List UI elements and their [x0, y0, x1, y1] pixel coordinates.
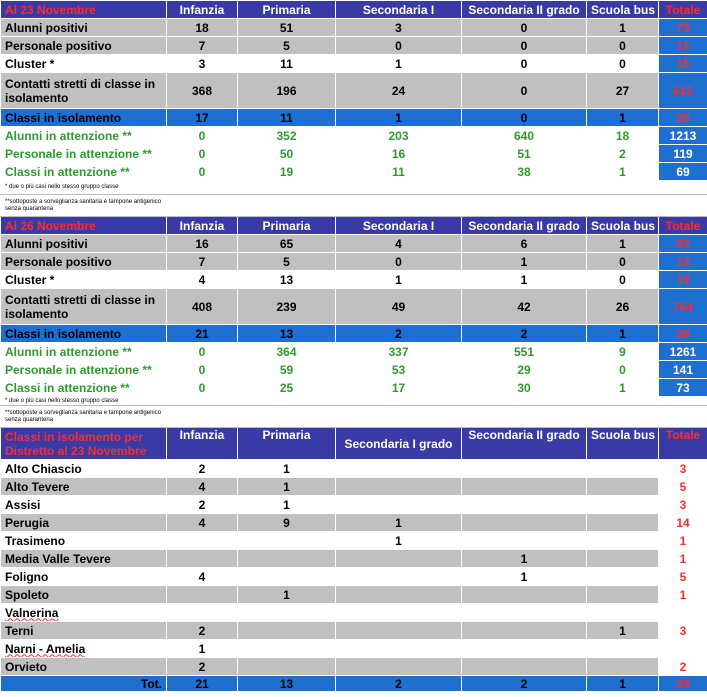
total-cell: 73	[659, 19, 707, 37]
col-secondaria-i-grado: Secondaria I grado	[336, 428, 462, 460]
col-primaria: Primaria	[238, 428, 336, 460]
cell: 18	[587, 127, 659, 145]
cell	[462, 478, 587, 496]
cell: 7	[167, 253, 238, 271]
table-row	[1, 127, 707, 145]
cell: 196	[238, 73, 336, 109]
cell: 0	[462, 73, 587, 109]
cell: 0	[587, 55, 659, 73]
row-label: Classi in attenzione **	[1, 379, 167, 397]
cell	[462, 586, 587, 604]
cell: 17	[336, 379, 462, 397]
cell	[462, 532, 587, 550]
cell	[238, 622, 336, 640]
total-cell: 1	[659, 550, 707, 568]
row-label: Alunni positivi	[1, 235, 167, 253]
cell: 13	[238, 271, 336, 289]
cell: 2	[167, 622, 238, 640]
cell: 1	[336, 55, 462, 73]
cell: 1	[336, 514, 462, 532]
cell: 17	[167, 109, 238, 127]
table-row	[1, 325, 707, 343]
col-secondaria-ii: Secondaria II grado	[462, 1, 587, 19]
footnote-2: **sottoposte a sorveglianza sanitaria e tampone antigenico senza quarantena	[1, 195, 167, 217]
cell	[336, 622, 462, 640]
section1-title: Al 23 Novembre	[1, 1, 167, 19]
cell: 1	[462, 253, 587, 271]
cell	[587, 550, 659, 568]
cell	[462, 622, 587, 640]
cell: 51	[462, 145, 587, 163]
cell: 1	[587, 622, 659, 640]
district-row	[1, 532, 707, 550]
cell: 1	[238, 478, 336, 496]
total-cell: 1	[659, 586, 707, 604]
total-cell: 119	[659, 145, 707, 163]
cell: 38	[462, 163, 587, 181]
total-cell: 15	[659, 55, 707, 73]
cell: 2	[462, 325, 587, 343]
table-row	[1, 271, 707, 289]
cell: 50	[238, 145, 336, 163]
cell	[167, 604, 238, 622]
cell	[336, 586, 462, 604]
cell	[167, 532, 238, 550]
cell: 29	[462, 361, 587, 379]
cell: 640	[462, 127, 587, 145]
district-row	[1, 514, 707, 532]
cell: 0	[587, 361, 659, 379]
total-cell: 5	[659, 478, 707, 496]
district-row	[1, 568, 707, 586]
cell	[462, 496, 587, 514]
footnote-row	[1, 406, 707, 428]
row-label: Alunni in attenzione **	[1, 127, 167, 145]
col-secondaria-ii: Secondaria II grado	[462, 428, 587, 460]
cell: 1	[587, 676, 659, 692]
total-cell: 92	[659, 235, 707, 253]
district-label-text: Narni - Amelia	[5, 641, 86, 656]
cell: 2	[462, 676, 587, 692]
cell: 24	[336, 73, 462, 109]
cell: 11	[336, 163, 462, 181]
district-row	[1, 604, 707, 622]
district-label: Alto Tevere	[1, 478, 167, 496]
cell: 0	[587, 253, 659, 271]
cell: 26	[587, 289, 659, 325]
cell: 1	[462, 550, 587, 568]
row-label: Personale positivo	[1, 37, 167, 55]
cell: 1	[167, 640, 238, 658]
total-row-label: Tot.	[1, 676, 167, 692]
cell: 5	[238, 37, 336, 55]
cell: 0	[336, 37, 462, 55]
table-row	[1, 109, 707, 127]
total-cell: 3	[659, 460, 707, 478]
cell	[336, 658, 462, 676]
cell: 1	[238, 496, 336, 514]
cell: 368	[167, 73, 238, 109]
cell	[462, 460, 587, 478]
cell: 4	[336, 235, 462, 253]
section1-header-row	[1, 1, 707, 19]
cell	[167, 550, 238, 568]
district-label: Spoleto	[1, 586, 167, 604]
cell: 59	[238, 361, 336, 379]
cell: 4	[167, 271, 238, 289]
cell: 7	[167, 37, 238, 55]
col-secondaria-i: Secondaria I	[336, 217, 462, 235]
district-label: Perugia	[1, 514, 167, 532]
total-cell	[659, 604, 707, 622]
cell: 42	[462, 289, 587, 325]
cell: 49	[336, 289, 462, 325]
cell: 1	[336, 532, 462, 550]
total-cell	[659, 640, 707, 658]
row-label: Personale in attenzione **	[1, 145, 167, 163]
footnote-row	[1, 397, 707, 406]
row-label: Alunni positivi	[1, 19, 167, 37]
total-cell: 12	[659, 37, 707, 55]
table-row	[1, 37, 707, 55]
cell: 0	[167, 343, 238, 361]
total-cell: 19	[659, 271, 707, 289]
cell	[167, 586, 238, 604]
cell: 13	[238, 676, 336, 692]
cell: 2	[167, 496, 238, 514]
district-label: Trasimeno	[1, 532, 167, 550]
cell: 0	[462, 109, 587, 127]
cell: 2	[587, 145, 659, 163]
cell: 1	[587, 109, 659, 127]
row-label: Personale positivo	[1, 253, 167, 271]
cell	[462, 604, 587, 622]
total-cell: 1261	[659, 343, 707, 361]
district-label	[1, 604, 167, 622]
total-cell: 764	[659, 289, 707, 325]
col-totale: Totale	[659, 428, 707, 460]
col-scuola-bus: Scuola bus	[587, 1, 659, 19]
cell: 3	[336, 19, 462, 37]
total-cell: 2	[659, 658, 707, 676]
cell: 3	[167, 55, 238, 73]
table-row	[1, 343, 707, 361]
cell: 0	[336, 253, 462, 271]
district-label: Foligno	[1, 568, 167, 586]
cell: 11	[238, 55, 336, 73]
row-label: Classi in attenzione **	[1, 163, 167, 181]
cell: 19	[238, 163, 336, 181]
cell: 13	[238, 325, 336, 343]
table-row	[1, 19, 707, 37]
cell	[462, 640, 587, 658]
cell	[462, 658, 587, 676]
district-row	[1, 460, 707, 478]
district-label: Terni	[1, 622, 167, 640]
section2-header-row	[1, 217, 707, 235]
cell	[238, 658, 336, 676]
cell: 18	[167, 19, 238, 37]
table-row	[1, 253, 707, 271]
cell: 337	[336, 343, 462, 361]
col-scuola-bus: Scuola bus	[587, 428, 659, 460]
table-row	[1, 73, 707, 109]
cell: 1	[587, 19, 659, 37]
cell: 21	[167, 325, 238, 343]
total-cell: 1	[659, 532, 707, 550]
cell	[238, 550, 336, 568]
district-row	[1, 658, 707, 676]
col-secondaria-i: Secondaria I	[336, 1, 462, 19]
district-label: Media Valle Tevere	[1, 550, 167, 568]
cell: 1	[587, 379, 659, 397]
table-row	[1, 289, 707, 325]
section2-title: Al 26 Novembre	[1, 217, 167, 235]
table-row	[1, 361, 707, 379]
cell: 1	[336, 109, 462, 127]
cell	[336, 604, 462, 622]
total-cell: 69	[659, 163, 707, 181]
table-row	[1, 379, 707, 397]
total-cell: 39	[659, 676, 707, 692]
cell: 1	[336, 271, 462, 289]
row-label: Classi in isolamento	[1, 109, 167, 127]
total-cell: 615	[659, 73, 707, 109]
col-totale: Totale	[659, 217, 707, 235]
section3-title: Classi in isolamento per Distretto al 23 Novembre	[1, 428, 167, 460]
cell: 9	[238, 514, 336, 532]
cell	[336, 496, 462, 514]
cell: 25	[238, 379, 336, 397]
cell	[336, 568, 462, 586]
cell: 6	[462, 235, 587, 253]
col-infanzia: Infanzia	[167, 217, 238, 235]
cell: 4	[167, 514, 238, 532]
cell: 53	[336, 361, 462, 379]
cell	[587, 460, 659, 478]
footnote-2: **sottoposte a sorveglianza sanitaria e tampone antigenico senza quarantena	[1, 406, 167, 428]
total-cell: 3	[659, 496, 707, 514]
cell	[238, 640, 336, 658]
district-label: Assisi	[1, 496, 167, 514]
cell	[587, 640, 659, 658]
col-secondaria-ii: Secondaria II grado	[462, 217, 587, 235]
col-infanzia: Infanzia	[167, 1, 238, 19]
total-cell: 1213	[659, 127, 707, 145]
cell: 2	[336, 676, 462, 692]
cell: 16	[167, 235, 238, 253]
cell: 0	[462, 19, 587, 37]
cell	[336, 640, 462, 658]
district-row	[1, 640, 707, 658]
table-row	[1, 163, 707, 181]
cell: 16	[336, 145, 462, 163]
cell	[238, 532, 336, 550]
row-label: Contatti stretti di classe in isolamento	[1, 289, 167, 325]
row-label: Cluster *	[1, 271, 167, 289]
district-row	[1, 622, 707, 640]
district-label-text: Valnerina	[5, 605, 59, 620]
cell	[336, 550, 462, 568]
cell: 1	[238, 460, 336, 478]
col-totale: Totale	[659, 1, 707, 19]
cell	[587, 496, 659, 514]
cell: 2	[167, 460, 238, 478]
cell: 21	[167, 676, 238, 692]
district-row	[1, 478, 707, 496]
cell: 1	[462, 568, 587, 586]
total-row	[1, 676, 707, 692]
footnote-1: * due o più casi nello stesso gruppo classe	[1, 181, 167, 195]
cell: 203	[336, 127, 462, 145]
col-primaria: Primaria	[238, 217, 336, 235]
cell	[336, 460, 462, 478]
row-label: Classi in isolamento	[1, 325, 167, 343]
cell: 9	[587, 343, 659, 361]
col-scuola-bus: Scuola bus	[587, 217, 659, 235]
district-label	[1, 640, 167, 658]
cell: 2	[336, 325, 462, 343]
cell: 2	[167, 658, 238, 676]
cell: 0	[167, 127, 238, 145]
cell	[587, 532, 659, 550]
cell: 0	[462, 37, 587, 55]
cell: 0	[167, 145, 238, 163]
cell: 1	[587, 235, 659, 253]
cell: 65	[238, 235, 336, 253]
row-label: Alunni in attenzione **	[1, 343, 167, 361]
cell: 408	[167, 289, 238, 325]
cell: 30	[462, 379, 587, 397]
total-cell: 39	[659, 325, 707, 343]
total-cell: 5	[659, 568, 707, 586]
table-row	[1, 235, 707, 253]
cell	[238, 604, 336, 622]
total-cell: 30	[659, 109, 707, 127]
total-cell: 13	[659, 253, 707, 271]
footnote-row	[1, 195, 707, 217]
cell	[336, 478, 462, 496]
total-cell: 3	[659, 622, 707, 640]
cell: 1	[462, 271, 587, 289]
cell: 364	[238, 343, 336, 361]
cell: 11	[238, 109, 336, 127]
cell: 352	[238, 127, 336, 145]
district-row	[1, 496, 707, 514]
table-row	[1, 145, 707, 163]
district-label: Orvieto	[1, 658, 167, 676]
cell: 0	[167, 163, 238, 181]
cell: 1	[238, 586, 336, 604]
cell: 0	[167, 379, 238, 397]
cell	[587, 568, 659, 586]
cell: 0	[462, 55, 587, 73]
col-infanzia: Infanzia	[167, 428, 238, 460]
footnote-1: * due o più casi nello stesso gruppo classe	[1, 397, 167, 406]
total-cell: 141	[659, 361, 707, 379]
cell	[587, 604, 659, 622]
cell: 51	[238, 19, 336, 37]
total-cell: 14	[659, 514, 707, 532]
footnote-row	[1, 181, 707, 195]
section3-header-row	[1, 428, 707, 460]
cell: 551	[462, 343, 587, 361]
col-primaria: Primaria	[238, 1, 336, 19]
district-row	[1, 550, 707, 568]
cell	[462, 514, 587, 532]
row-label: Personale in attenzione **	[1, 361, 167, 379]
cell	[587, 478, 659, 496]
cell	[238, 568, 336, 586]
cell: 5	[238, 253, 336, 271]
cell	[587, 514, 659, 532]
cell	[587, 658, 659, 676]
cell: 4	[167, 568, 238, 586]
cell: 239	[238, 289, 336, 325]
cell: 0	[167, 361, 238, 379]
district-label: Alto Chiascio	[1, 460, 167, 478]
row-label: Contatti stretti di classe in isolamento	[1, 73, 167, 109]
table-row	[1, 55, 707, 73]
cell: 27	[587, 73, 659, 109]
total-cell: 73	[659, 379, 707, 397]
cell: 0	[587, 37, 659, 55]
cell: 0	[587, 271, 659, 289]
cell: 1	[587, 325, 659, 343]
cell: 1	[587, 163, 659, 181]
cell: 4	[167, 478, 238, 496]
cell	[587, 586, 659, 604]
row-label: Cluster *	[1, 55, 167, 73]
district-row	[1, 586, 707, 604]
